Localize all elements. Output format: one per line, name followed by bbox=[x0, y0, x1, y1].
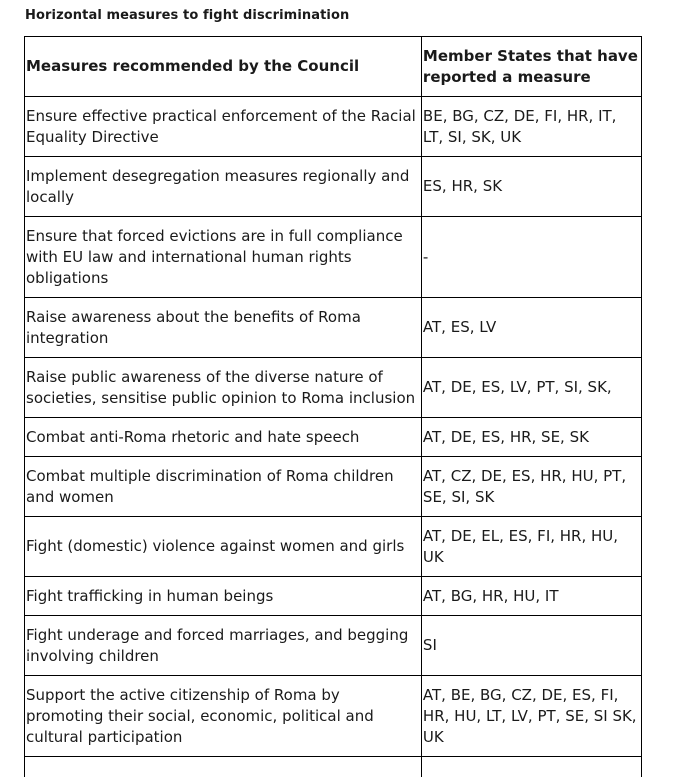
table-row bbox=[25, 298, 642, 358]
measure-cell: Raise public awareness of the diverse nature of societies, sensitise public opinion to Roma inclusion bbox=[25, 358, 422, 418]
states-cell: BE, BG, CZ, DE, FI, HR, IT, LT, SI, SK, UK bbox=[421, 97, 641, 157]
states-cell: AT, BG, HR, HU, IT bbox=[421, 577, 641, 616]
table-row bbox=[25, 157, 642, 217]
states-cell: AT, DE, ES, LV, PT, SI, SK, bbox=[421, 358, 641, 418]
header-member-states: Member States that have reported a measure bbox=[421, 37, 641, 97]
states-cell: AT, DE, EL, ES, FI, HR, HU, UK bbox=[421, 517, 641, 577]
measure-cell: Implement desegregation measures regionally and locally bbox=[25, 157, 422, 217]
measure-cell: Fight underage and forced marriages, and begging involving children bbox=[25, 616, 422, 676]
states-cell: - bbox=[421, 217, 641, 298]
table-row bbox=[25, 676, 642, 757]
table-row bbox=[25, 616, 642, 676]
measure-cell: Combat multiple discrimination of Roma children and women bbox=[25, 457, 422, 517]
table-header-row bbox=[25, 37, 642, 97]
table-row bbox=[25, 358, 642, 418]
states-cell: AT, CZ, DE, ES, HR, HU, PT, SE, SI, SK bbox=[421, 457, 641, 517]
table-row bbox=[25, 217, 642, 298]
states-cell-empty bbox=[421, 757, 641, 777]
measure-cell: Ensure effective practical enforcement of the Racial Equality Directive bbox=[25, 97, 422, 157]
states-cell: SI bbox=[421, 616, 641, 676]
states-cell: AT, DE, ES, HR, SE, SK bbox=[421, 418, 641, 457]
measure-cell-empty bbox=[25, 757, 422, 777]
header-measures: Measures recommended by the Council bbox=[25, 37, 422, 97]
states-cell: ES, HR, SK bbox=[421, 157, 641, 217]
measure-cell: Fight (domestic) violence against women and girls bbox=[25, 517, 422, 577]
measures-table bbox=[24, 36, 642, 777]
states-cell: AT, ES, LV bbox=[421, 298, 641, 358]
measure-cell: Raise awareness about the benefits of Roma integration bbox=[25, 298, 422, 358]
table-row bbox=[25, 577, 642, 616]
table-caption: Horizontal measures to fight discrimination bbox=[25, 8, 350, 23]
measure-cell: Ensure that forced evictions are in full compliance with EU law and international human rights obligations bbox=[25, 217, 422, 298]
measure-cell: Fight trafficking in human beings bbox=[25, 577, 422, 616]
table-row bbox=[25, 418, 642, 457]
table-row bbox=[25, 97, 642, 157]
table-row bbox=[25, 517, 642, 577]
table-row bbox=[25, 457, 642, 517]
table-row-partial bbox=[25, 757, 642, 777]
measure-cell: Support the active citizenship of Roma by promoting their social, economic, political and cultural participation bbox=[25, 676, 422, 757]
measure-cell: Combat anti-Roma rhetoric and hate speech bbox=[25, 418, 422, 457]
states-cell: AT, BE, BG, CZ, DE, ES, FI, HR, HU, LT, LV, PT, SE, SI SK, UK bbox=[421, 676, 641, 757]
